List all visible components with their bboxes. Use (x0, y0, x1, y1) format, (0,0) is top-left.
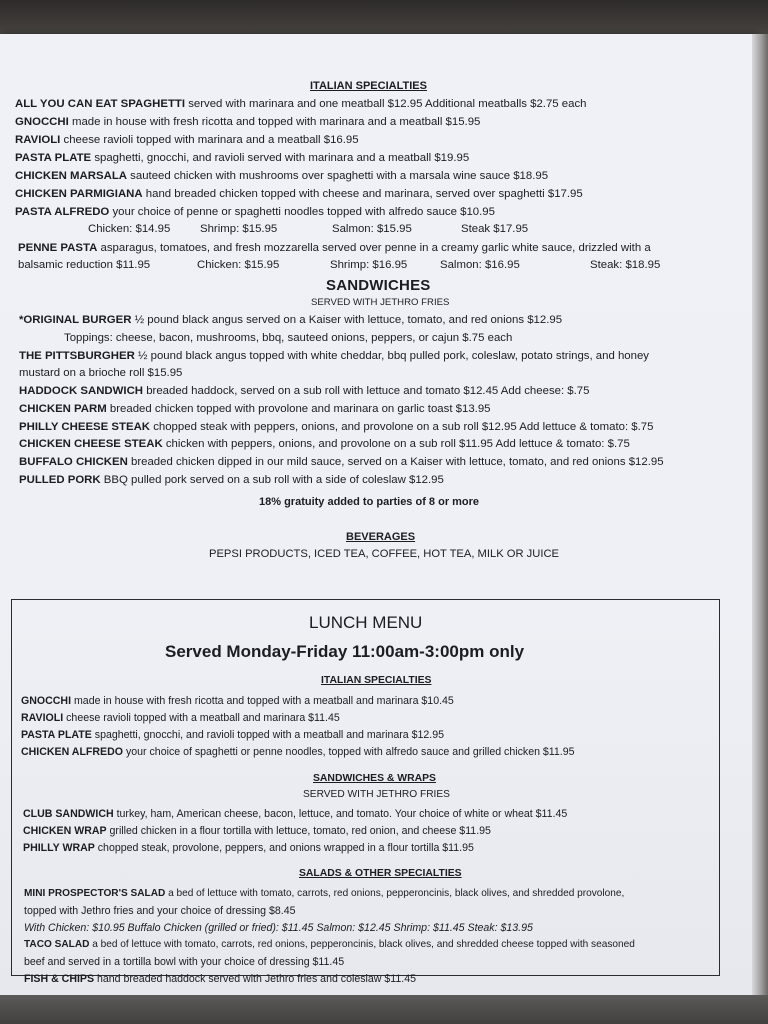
item-name: HADDOCK SANDWICH (19, 385, 144, 397)
menu-item (23, 824, 491, 838)
lunch-title: LUNCH MENU (309, 613, 423, 632)
item-desc: spaghetti, gnocchi, and ravioli served with marinara and a meatball $19.95 (91, 152, 470, 164)
menu-item (21, 728, 444, 742)
item-desc: hand breaded haddock served with Jethro fries and coleslaw $11.45 (94, 973, 416, 985)
lunch-sandwich-heading: SANDWICHES & WRAPS (313, 773, 436, 784)
item-desc: your choice of spaghetti or penne noodles, topped with alfredo sauce and grilled chicken $11.95 (123, 746, 575, 758)
item-desc: chopped steak, provolone, peppers, and onions wrapped in a flour tortilla $11.95 (94, 842, 474, 854)
item-name: PENNE PASTA (18, 242, 98, 254)
penne-option: balsamic reduction $11.95 (18, 259, 151, 271)
menu-item (15, 115, 480, 130)
item-name: RAVIOLI (21, 712, 64, 724)
menu-item (19, 313, 562, 328)
menu-item (15, 187, 583, 202)
item-desc: a bed of lettuce with tomato, carrots, red onions, pepperoncinis, black olives, and shredded cheese topped with seasoned (89, 939, 635, 950)
item-name: PHILLY CHEESE STEAK (19, 421, 151, 433)
lunch-subtitle: Served Monday-Friday 11:00am-3:00pm only (165, 642, 525, 661)
italian-heading: ITALIAN SPECIALTIES (310, 80, 427, 92)
sandwiches-subheading: SERVED WITH JETHRO FRIES (311, 297, 450, 308)
item-desc: breaded haddock, served on a sub roll with lettuce and tomato $12.45 Add cheese: $.75 (143, 385, 590, 397)
beverages-heading: BEVERAGES (346, 531, 416, 543)
item-name: CHICKEN PARM (19, 403, 107, 415)
menu-item (24, 972, 416, 986)
item-name: PASTA ALFREDO (15, 206, 110, 218)
item-desc: asparagus, tomatoes, and fresh mozzarella served over penne in a creamy garlic white sauce, drizzled with a (97, 242, 651, 254)
item-name: THE PITTSBURGHER (19, 350, 135, 362)
lunch-salads-heading: SALADS & OTHER SPECIALTIES (299, 868, 462, 879)
item-name: RAVIOLI (15, 134, 61, 146)
gratuity-note: 18% gratuity added to parties of 8 or more (259, 496, 480, 508)
item-name: CHICKEN MARSALA (15, 170, 128, 182)
menu-item (23, 841, 474, 855)
alfredo-option: Shrimp: $15.95 (200, 223, 278, 235)
item-name: TACO SALAD (24, 939, 90, 950)
item-desc: ½ pound black angus topped with white cheddar, bbq pulled pork, coleslaw, potato strings, and honey (134, 350, 650, 362)
item-name: CHICKEN WRAP (23, 825, 107, 837)
menu-item (23, 807, 567, 821)
item-desc: a bed of lettuce with tomato, carrots, red onions, pepperoncinis, black olives, and shredded provolone, (165, 888, 625, 899)
menu-item (19, 402, 490, 417)
prospector-options: With Chicken: $10.95 Buffalo Chicken (grilled or fried): $11.45 Salmon: $12.45 Shrimp: $11.45 Steak: $13.95 (24, 922, 533, 934)
item-desc: cheese ravioli topped with a meatball and marinara $11.45 (63, 712, 340, 724)
taco-cont: beef and served in a tortilla bowl with your choice of dressing $11.45 (24, 956, 345, 968)
prospector-cont: topped with Jethro fries and your choice of dressing $8.45 (24, 905, 296, 917)
menu-item (19, 473, 444, 488)
item-name: PULLED PORK (19, 474, 101, 486)
item-desc: served with marinara and one meatball $12.95 Additional meatballs $2.75 each (185, 98, 587, 110)
menu-item (21, 694, 454, 708)
penne-option: Chicken: $15.95 (197, 259, 280, 271)
photo-backdrop-bottom (0, 995, 768, 1024)
item-desc: spaghetti, gnocchi, and ravioli topped with a meatball and marinara $12.95 (91, 729, 444, 741)
menu-item (18, 241, 651, 256)
item-name: PHILLY WRAP (23, 842, 95, 854)
penne-option: Shrimp: $16.95 (330, 259, 408, 271)
item-name: ALL YOU CAN EAT SPAGHETTI (15, 98, 186, 110)
menu-item (19, 455, 664, 470)
menu-item (19, 420, 653, 435)
item-desc: turkey, ham, American cheese, bacon, lettuce, and tomato. Your choice of white or wheat $11.45 (113, 808, 568, 820)
toppings-line: Toppings: cheese, bacon, mushrooms, bbq, sauteed onions, peppers, or cajun $.75 each (64, 332, 513, 344)
item-desc: BBQ pulled pork served on a sub roll with a side of coleslaw $12.95 (100, 474, 444, 486)
menu-item (21, 745, 575, 759)
item-desc: made in house with fresh ricotta and topped with a meatball and marinara $10.45 (71, 695, 454, 707)
menu-item (15, 205, 495, 220)
alfredo-option: Salmon: $15.95 (332, 223, 412, 235)
item-desc: made in house with fresh ricotta and topped with marinara and a meatball $15.95 (68, 116, 481, 128)
penne-option: Steak: $18.95 (590, 259, 661, 271)
beverages-text: PEPSI PRODUCTS, ICED TEA, COFFEE, HOT TEA, MILK OR JUICE (209, 548, 559, 560)
item-desc: sauteed chicken with mushrooms over spaghetti with a marsala wine sauce $18.95 (127, 170, 549, 182)
lunch-italian-heading: ITALIAN SPECIALTIES (321, 675, 432, 686)
item-desc: chopped steak with peppers, onions, and provolone on a sub roll $12.95 Add lettuce & tomato: $.75 (150, 421, 654, 433)
item-name: PASTA PLATE (15, 152, 92, 164)
sandwiches-heading: SANDWICHES (326, 277, 431, 294)
item-desc: cheese ravioli topped with marinara and a meatball $16.95 (60, 134, 359, 146)
item-name: CLUB SANDWICH (23, 808, 114, 820)
item-name: GNOCCHI (21, 695, 72, 707)
item-name: CHICKEN CHEESE STEAK (19, 438, 163, 450)
item-name: CHICKEN PARMIGIANA (15, 188, 143, 200)
alfredo-option: Steak $17.95 (461, 223, 529, 235)
menu-item (19, 437, 630, 452)
alfredo-option: Chicken: $14.95 (88, 223, 171, 235)
menu-item (15, 133, 359, 148)
menu-item (24, 938, 635, 952)
item-name: MINI PROSPECTOR'S SALAD (24, 888, 166, 899)
item-desc: breaded chicken topped with provolone and marinara on garlic toast $13.95 (106, 403, 491, 415)
item-desc: breaded chicken dipped in our mild sauce, served on a Kaiser with lettuce, tomato, and red onions $12.95 (127, 456, 664, 468)
menu-item (15, 151, 469, 166)
item-name: *ORIGINAL BURGER (19, 314, 132, 326)
item-desc: grilled chicken in a flour tortilla with lettuce, tomato, red onion, and cheese $11.95 (106, 825, 491, 837)
menu-item (21, 711, 340, 725)
pittsburgher-cont: mustard on a brioche roll $15.95 (19, 367, 183, 379)
menu-item (15, 169, 548, 184)
item-name: GNOCCHI (15, 116, 69, 128)
item-desc: your choice of penne or spaghetti noodles topped with alfredo sauce $10.95 (109, 206, 495, 218)
menu-item (19, 349, 649, 364)
lunch-sandwich-sub: SERVED WITH JETHRO FRIES (303, 789, 450, 800)
menu-item (19, 384, 589, 399)
item-name: CHICKEN ALFREDO (21, 746, 124, 758)
menu-item (15, 97, 587, 112)
item-desc: ½ pound black angus served on a Kaiser with lettuce, tomato, and red onions $12.95 (131, 314, 563, 326)
item-desc: hand breaded chicken topped with cheese and marinara, served over spaghetti $17.95 (142, 188, 583, 200)
penne-option: Salmon: $16.95 (440, 259, 520, 271)
sheet-edge (752, 34, 768, 996)
item-desc: chicken with peppers, onions, and provolone on a sub roll $11.95 Add lettuce & tomato: $.75 (162, 438, 630, 450)
item-name: FISH & CHIPS (24, 973, 95, 985)
menu-item (24, 887, 624, 901)
item-name: PASTA PLATE (21, 729, 92, 741)
item-name: BUFFALO CHICKEN (19, 456, 128, 468)
